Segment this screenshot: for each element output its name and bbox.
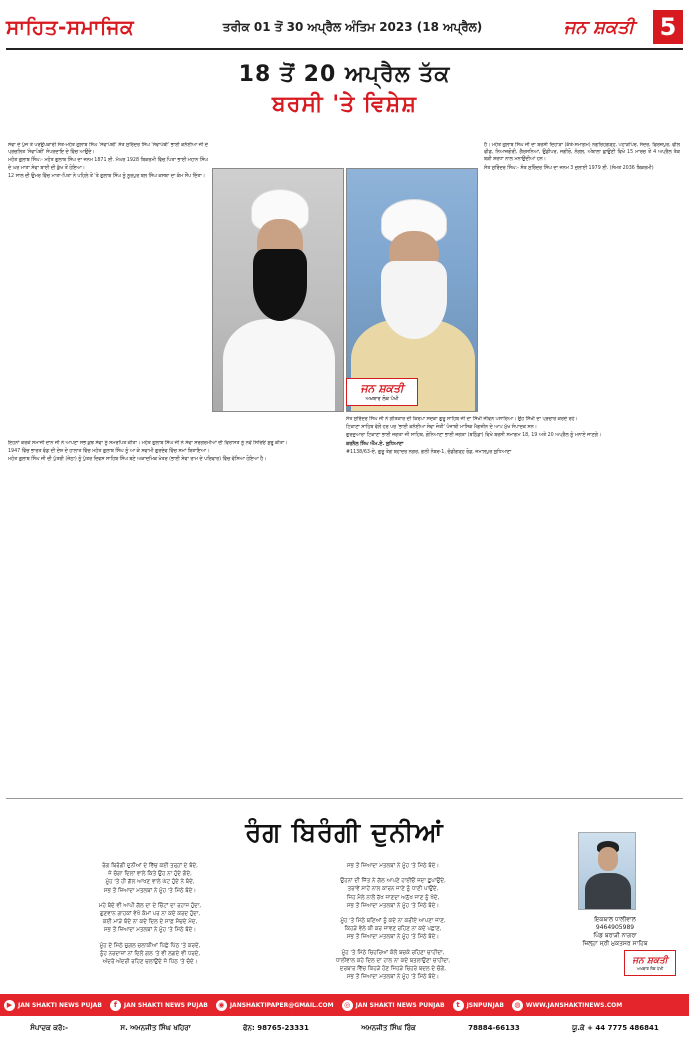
paragraph: 12 ਸਾਲ ਦੀ ਉਮਰ ਵਿੱਚ ਮਾਤਾ-ਪਿਤਾ ਨੇ ਪਹਿਲੇ ਤੋਂ 'ਤੇ ਗੁਲਾਬ ਸਿੰਘ ਨੂੰ ਨੂਰਪੁਰ ਬਲ ਸਿੰਘ ਕਸਬਾ ਦਾ ਕੰਮ ਸੌਂਪ ਦਿੱਤਾ। — [8, 173, 205, 179]
poem-line: ਸਭ ਤੋਂ ਜ਼ਿਆਦਾ ਮਤਲਬਾਂ ਨੇ ਮੂੰਹ 'ਤੇ ਮਿੱਠੇ ਬੰਦੇ। — [346, 863, 440, 869]
paragraph: ਇਹਨਾਂ ਕਰਕੇ ਸਮਾਜੀ ਦਾਨ ਜੀ ਨੇ ਆਪਣਾ ਸਭ ਕੁਝ ਸੇਵਾ ਨੂੰ ਸਮਰਪਿਤ ਕੀਤਾ। ਮਹੰਤ ਗੁਲਾਬ ਸਿੰਘ ਜੀ ਨੇ ਸੇਵਾ ਸਰਗਰਮੀਆਂ ਦੀ ਵਿਰਾਸਤ ਨੂੰ ਨਵੇਂ ਸਿਰਿਓਂ ਸ਼ੁਰੂ ਕੀਤਾ। — [8, 441, 288, 446]
poem-line: ਕਈ ਮਾੜੇ ਬੰਦੇ ਨਾ ਕਦੇ ਦਿਲ ਦੇ ਸਾਫ਼ ਸੋਚਦੇ ਮੰਦ, — [102, 919, 198, 926]
author-credit: ਕਰਨੈਲ ਸਿੰਘ ਐੱਮ.ਏ. ਲੁਧਿਆਣਾ — [346, 441, 404, 447]
youtube-icon: ▶ — [4, 1000, 15, 1011]
section-divider — [6, 798, 683, 799]
mini-paper-logo — [624, 950, 676, 976]
poem-stanza — [40, 942, 260, 967]
stamp-tagline: ਅਖ਼ਬਾਰ ਲੋਕ ਪੱਖੀ — [365, 396, 399, 402]
section-title: ਸਾਹਿਤ-ਸਮਾਜਿਕ — [6, 15, 135, 39]
social-instagram[interactable] — [342, 1000, 445, 1011]
article-col2-top — [484, 142, 680, 412]
social-facebook[interactable] — [110, 1000, 208, 1011]
contact-item: ਸ. ਅਮਨਜੀਤ ਸਿੰਘ ਖਹਿਰਾ — [120, 1023, 191, 1032]
poem-line: ਸਭ ਤੋਂ ਜ਼ਿਆਦਾ ਮਤਲਬਾਂ ਨੇ ਮੂੰਹ 'ਤੇ ਮਿੱਠੇ ਬੰਦੇ। — [346, 902, 440, 909]
instagram-icon: ◎ — [342, 1000, 353, 1011]
paragraph: ਮਹੰਤ ਗੁਲਾਬ ਸਿੰਘ ਜੀ ਦੀ ਪੁੱਤਰੀ (ਜੇਠਾ) ਨੂੰ ਪੁੱਤਰ ਦਿਵਸ ਸਾਹਿਬ ਸਿੰਘ ਬਣੇ ਅਕਾਦਮਿਕ ਖੇਤਰ (ਭਾਈ ਸੇਵਾ ਰਾਮ ਦੇ ਪਰਿਵਾਰ) ਵਿੱਚ ਵੱਸਿਆ ਹੋਇਆ ਹੈ। — [8, 457, 267, 463]
poem-column-1 — [40, 862, 260, 973]
poem-line: ਗੁਣਵਾਨ ਗਾਹਕਾਂ ਵੇਖੋ ਕੰਮਾਂ ਪਰ ਨਾ ਕਦੇ ਕਰਦ ਹੁੰਦਾ, — [99, 911, 201, 918]
issue-date: ਤਰੀਕ 01 ਤੋਂ 30 ਅਪ੍ਰੈਲ ਅੰਤਿਮ 2023 (18 ਅਪ੍ਰੈਲ) — [222, 19, 483, 34]
social-website[interactable] — [512, 1000, 622, 1011]
stamp-logo: ਜਨ ਸ਼ਕਤੀ — [360, 382, 404, 395]
poem-line: ਨੂੰਹ ਨਰਦਾਜ਼ਾਂ ਨਾਂ ਦਿਲੋਂ ਗਲ 'ਤੇ ਵੀ ਲਗਦੇ ਵੀ ਧਰਦੇ, — [99, 950, 201, 957]
facebook-icon: f — [110, 1000, 121, 1011]
article-headline: 18 ਤੋਂ 20 ਅਪ੍ਰੈਲ ਤੱਕ — [238, 62, 451, 87]
social-youtube[interactable] — [4, 1000, 102, 1011]
social-label: JSNPUNJAB — [466, 1001, 504, 1009]
social-label: JAN SHAKTI NEWS PUNJAB — [355, 1001, 445, 1009]
author-district: ਜ਼ਿਲ੍ਹਾ ਸ੍ਰੀ ਮੁਕਤਸਰ ਸਾਹਿਬ — [582, 940, 648, 947]
poem-stanza — [278, 949, 508, 982]
contact-item: 78884-66133 — [468, 1024, 520, 1032]
social-label: JAN SHAKTI NEWS PUJAB — [123, 1001, 208, 1009]
social-email[interactable] — [216, 1000, 334, 1011]
twitter-icon: t — [453, 1000, 464, 1011]
mini-logo-text: ਜਨ ਸ਼ਕਤੀ — [632, 955, 668, 966]
author-village: ਪਿੰਡ ਬਰਾੜੀ ਨਾਗਰਾ — [593, 932, 637, 939]
poem-line: ਦਰਬਾਰ ਵਿੱਚ ਕਿਹੜੇ ਹੋਣ ਜਿਹੜੇ ਚਿਹਰੇ ਬਦਲ ਦੇ ਚੰਗੇ, — [339, 966, 447, 973]
poem-line: ਧਾਲੀਵਾਲ ਕਹੇ ਦਿਲ ਦਾ ਹਾਲ ਨਾ ਕਦੇ ਬਤਲਾਉਣਾ ਚਾਹੀਦਾ, — [335, 957, 451, 964]
newspaper-logo: ਜਨ ਸ਼ਕਤੀ — [549, 12, 649, 42]
page-number: 5 — [653, 10, 683, 44]
figure-beard — [253, 249, 307, 321]
social-label: JANSHAKTIPAPER@GMAIL.COM — [229, 1001, 334, 1009]
author-shirt — [585, 873, 631, 910]
poem-stanza — [278, 877, 508, 910]
poem-line: ਤਰਾਵੇਂ ਸਾਹੇਂ ਨਾਲ ਕਾਰਨ ਜਾਣੇ ਨੂੰ ਧਾਣੀ ਪਾਉਂਦੇ, — [347, 886, 439, 893]
contact-item: ਅਮਨਜੀਤ ਸਿੰਘ ਰਿੰਕ — [361, 1023, 416, 1032]
poem-line: ਜਿਹ ਮੈਲੇ ਨਾਲੋਂ ਰੱਖ ਜਾਣਦਾ ਅਨੁੱਖ ਜਾਣ ਨੂੰ ਖੰਦੇ, — [346, 894, 440, 901]
portrait-sant-surinder-singh — [346, 168, 478, 412]
poem-line: ਮੂੰਹ 'ਤੇ ਹੀ ਗੱਲ ਆਖਣ ਵਾਲੇ ਘੱਟ ਹੁੰਦੇ ਨੇ ਬੰਦੇ, — [105, 879, 195, 886]
article-col1-top — [8, 142, 208, 442]
social-twitter[interactable] — [453, 1000, 504, 1011]
author-photo — [578, 832, 636, 910]
poem-line: ਮੂੰਹ 'ਤੇ ਮਿੱਠੇ ਚਿਹਰਿਆਂ ਕੋਲੋਂ ਬਚਕੇ ਰਹਿਣਾ ਚਾਹੀਦਾ, — [341, 949, 445, 956]
portrait-mahant-gulab-singh — [212, 168, 344, 412]
poem-stanza — [278, 917, 508, 942]
poem-line: ਸਭ ਤੋਂ ਜ਼ਿਆਦਾ ਮਤਲਬਾਂ ਨੇ ਮੂੰਹ 'ਤੇ ਮਿੱਠੇ ਬੰਦੇ। — [346, 934, 440, 941]
poem-title: ਰੰਗ ਬਿਰੰਗੀ ਦੁਨੀਆਂ — [245, 818, 444, 848]
figure-body — [223, 319, 335, 412]
paragraph: ਮਹੰਤ ਗੁਲਾਬ ਸਿੰਘ:- ਮਹੰਤ ਗੁਲਾਬ ਸਿੰਘ ਦਾ ਜਨਮ 1871 ਈ. ਮੱਘਰ 1928 ਬਿਕਰਮੀ ਵਿੱਚ ਪਿਤਾ ਭਾਈ ਮਹਾਨ ਸਿੰਘ ਦੇ ਘਰ ਮਾਤਾ ਸੇਵਾ ਬਾਈ ਦੀ ਕੁੱਖ ਤੋਂ ਹੋਇਆ। — [8, 158, 208, 171]
author-name: ਇਕਬਾਲ ਧਾਲੀਵਾਲ — [594, 916, 636, 923]
paragraph: ਗੁਰਦੁਆਰਾ ਟਿਕਾਣਾ ਭਾਈ ਜਗਤਾ ਜੀ ਸਾਹਿਬ, ਗੋਨਿਆਣਾ ਭਾਈ ਜਗਤਾ (ਬਠਿੰਡਾ) ਵਿਖੇ ਬਰਸੀ ਸਮਾਗਮ 18, 19 ਅਤੇ 20 ਅਪ੍ਰੈਲ ਨੂੰ ਮਨਾਏ ਜਾਣਗੇ। — [346, 433, 602, 439]
paragraph: ਹੈ। ਮਹੰਤ ਗੁਲਾਬ ਸਿੰਘ ਜੀ ਦਾ ਬਰਸੀ ਦਿਹਾੜਾ (ਕੱਤੇ-ਸਮਾਗਮ) ਨਗਰਿਹਗੜ੍ਹ, ਪਹਾੜਪਿਰ, ਸੰਦੋਰ, ਫਿਰੋਜ਼ਪੁਰ, ਫੀਲ ਫੀਡ, ਨਿਆਜ਼ਗੋਰੀ, ਗੈਰਸਨਿਆਂ, ਉਡੀਪਰ, ਜਗੀਰੋ, ਨੰਗਲ, ਅੰਬਾਲਾ ਛਾਉਣੀ ਵਿਖੇ 15 ਮਾਰਚ ਤੋਂ 4 ਅਪ੍ਰੈਲ ਤੱਕ ਬੜੀ ਸ਼ਰਧਾ ਨਾਲ ਮਨਾਉਂਦੀਆਂ ਹਨ। — [484, 143, 680, 163]
author-phone: 9464905989 — [595, 924, 635, 931]
social-label: WWW.JANSHAKTINEWS.COM — [525, 1001, 623, 1009]
poem-line: ਜੇ ਚੰਗਾ ਦਿਲਾਂ ਵਾਲੇ ਕਿਤੇ ਉਹ ਨਾ ਹੁੰਦੇ ਗੰਦੇ, — [108, 871, 192, 878]
article-subhead: ਬਰਸੀ 'ਤੇ ਵਿਸ਼ੇਸ਼ — [272, 92, 417, 117]
contact-item: ਸੰਪਾਦਕ ਕਰੋ:- — [30, 1023, 69, 1032]
poem-stanza — [40, 902, 260, 935]
figure-beard — [381, 261, 447, 339]
poem-line: ਉਹਨਾਂ ਦੀ ਜਿੱਤ ਨੇ ਗੱਲ ਆਪਣੇ ਹਾਈਓਂ ਜਦਾ ਛੁਪਾਉਂਦੇ, — [340, 878, 446, 885]
poem-line: ਰੰਗ ਬਿਰੰਗੀ ਦੁਨੀਆਂ ਦੇ ਵਿੱਚ ਕਈ ਤਰ੍ਹਾਂ ਦੇ ਬੰਦੇ, — [102, 863, 198, 869]
author-address: #1138/63-ਏ, ਗੁਰੂ ਤੇਗ ਬਹਾਦਰ ਨਗਰ, ਗਲੀ ਨੰਬਰ-1, ਚੰਡੀਗੜ੍ਹ ਰੋਡ, ਜਮਾਲਪੁਰ ਲੁਧਿਆਣਾ — [346, 449, 512, 455]
author-face — [598, 847, 618, 871]
social-label: JAN SHAKTI NEWS PUJAB — [18, 1001, 102, 1009]
contact-item: ਫੋਨ: 98765-23331 — [243, 1023, 309, 1032]
poem-line: ਮੂੰਹ ਦੇ ਮਿੱਠੇ ਚੁਗਲ ਚਲਾਕੀਆਂ ਪਿੱਛੇ ਪਿੱਠ 'ਤੇ ਕਰਦੇ, — [99, 942, 201, 949]
poem-stanza — [40, 862, 260, 895]
poem-line: ਸਭ ਤੋਂ ਜ਼ਿਆਦਾ ਮਤਲਬਾਂ ਨੇ ਮੂੰਹ 'ਤੇ ਮਿੱਠੇ ਬੰਦੇ। — [103, 927, 197, 934]
paragraph: 1947 ਵਿੱਚ ਭਾਰਤ ਵੰਡ ਦੀ ਦੇਸ਼ ਦੇ ਹਾਲਾਤ ਵਿੱਚ ਮਹੰਤ ਗੁਲਾਬ ਸਿੰਘ ਨੂੰ ਆ ਕੇ ਸਵਾਮੀ ਗੁਰਦੇਵ ਵਿੱਚ ਸਮਾਂ ਬਿਤਾਇਆ। — [8, 449, 210, 455]
mini-logo-tagline: ਅਖ਼ਬਾਰ ਲੋਕ ਪੱਖੀ — [636, 965, 664, 971]
poem-line: ਮਹੇ ਬੰਦੇ ਵੀ ਆਪੀ ਗੱਲ ਦਾ ਦੇ ਚਿੰਟਾਂ ਦਾ ਰਹਾਜ ਹੁੰਦਾ, — [98, 902, 202, 909]
globe-icon: ◉ — [216, 1000, 227, 1011]
paragraph: ਸੰਤ ਸੁਰਿੰਦਰ ਸਿੰਘ:- ਸੰਤ ਸੁਰਿੰਦਰ ਸਿੰਘ ਦਾ ਜਨਮ 3 ਜੁਲਾਈ 1979 ਈ. (ਸੰਮਤ 2036 ਬਿਕਰਮੀ) — [484, 165, 654, 171]
poem-line: ਮੂੰਹ 'ਤੇ ਮਿੱਠੇ ਬਣਿਆਂ ਨੂੰ ਕਦੇ ਨਾ ਕਰੀਏ ਆਪਣਾ ਜਾਣ, — [340, 918, 446, 925]
poem-line: ਸਭ ਤੋਂ ਜ਼ਿਆਦਾ ਮਤਲਬਾਂ ਨੇ ਮੂੰਹ 'ਤੇ ਮਿੱਠੇ ਬੰਦੇ। — [346, 974, 440, 981]
author-info — [550, 916, 680, 948]
poem-line: ਸਭ ਤੋਂ ਜ਼ਿਆਦਾ ਮਤਲਬਾਂ ਨੇ ਮੂੰਹ 'ਤੇ ਮਿੱਠੇ ਬੰਦੇ। — [103, 887, 197, 894]
poem-column-2 — [278, 862, 508, 988]
article-col1-bottom — [8, 440, 343, 792]
contact-item: ਯੂ.ਕੇ + 44 7775 486841 — [572, 1023, 659, 1032]
social-footer-bar — [0, 994, 689, 1016]
paragraph: ਸੰਤ ਸੁਰਿੰਦਰ ਸਿੰਘ ਜੀ ਨੇ ਗੀਤਕਾਰ ਦੀ ਕਿਰਪਾ ਸਦਕਾ ਗੁਰੂ ਸਾਹਿਬ ਜੀ ਦਾ ਸਿੱਖੀ ਜੀਵਨ ਪਸਾਰਿਆ। ਉਹ ਸਿੱਖੀ ਦਾ ਪ੍ਰਚਾਰ ਕਰਦੇ ਰਹੇ। — [346, 417, 578, 422]
web-icon: ◍ — [512, 1000, 523, 1011]
article-col2-bottom — [346, 416, 680, 792]
masthead — [6, 6, 683, 50]
paper-stamp — [346, 378, 418, 406]
poem-line: ਅੰਦਰੋਂ ਅੰਦਰੀ ਰਹਿਣ ਚਲਾਉਂਦੇ ਜੋ ਪਿੱਠ 'ਤੇ ਚੰਦੇ। — [102, 959, 198, 966]
paragraph: ਸੇਵਾ ਦੇ ਪੁੰਜ ਤੇ ਪਰਉਪਕਾਰੀ ਸੰਤ-ਮਹੰਤ ਗੁਲਾਬ ਸਿੰਘ 'ਸੇਵਾਪੰਥੀ' ਸੰਤ ਸੁਰਿੰਦਰ ਸਿੰਘ 'ਸੇਵਾਪੰਥੀ' ਭਾਈ ਕਨੱਈਆ ਜੀ ਦੇ ਪ੍ਰਚਲਿਤ 'ਸੇਵਾਪੰਥੀ' ਸੰਪਰਦਾਇ ਦੇ ਵਿੱਚ ਆਉਂਦੇ। — [8, 143, 208, 156]
paragraph: ਟਿਕਾਣਾ ਸਾਹਿਬ ਵੱਲੋਂ ਹਰ ਪਰ 'ਭਾਈ ਕਨੱਈਆ ਸੇਵਾ ਜੋਤੀ' ਪੰਜਾਬੀ ਮਾਸਿਕ ਮੈਗਜ਼ੀਨ ਦੇ ਆਪ ਮੁੱਖ ਸੰਪਾਦਕ ਸਨ। — [346, 425, 537, 431]
contact-bar — [0, 1019, 689, 1037]
poem-stanza — [278, 862, 508, 870]
poem-line: ਕਿਹੜੇ ਵੇਲੇ ਕੀ ਕਰ ਜਾਵਣ ਰਹਿਣ ਨਾ ਕਦੇ ਪਛਾਣ, — [344, 926, 442, 933]
